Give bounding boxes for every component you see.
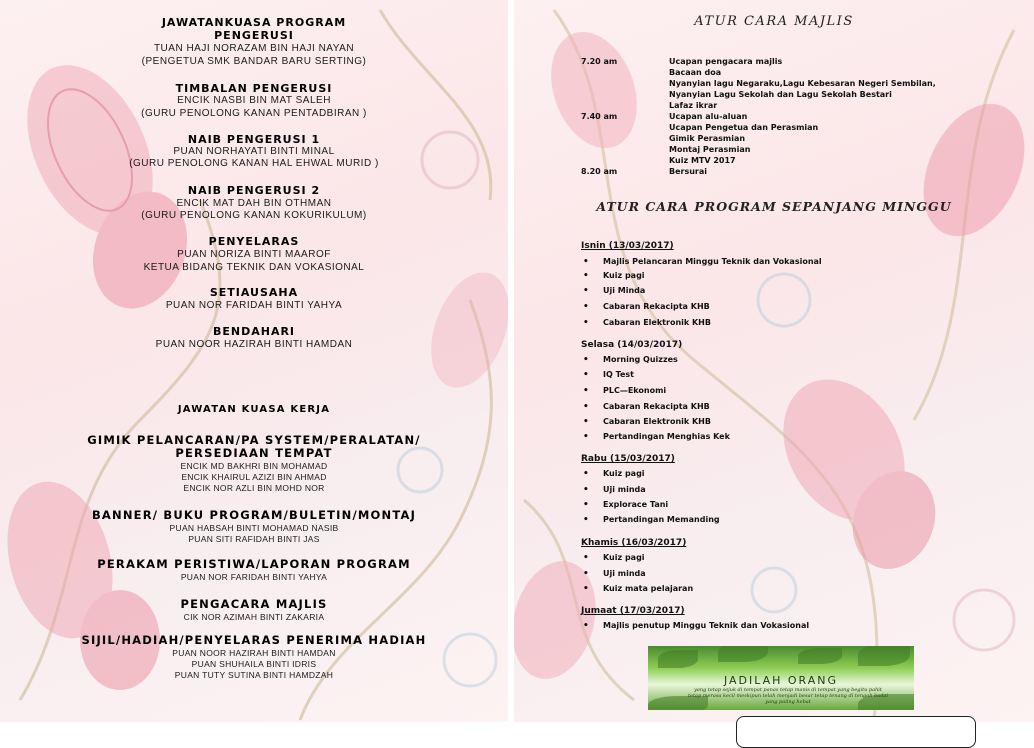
work-group-member: ENCIK NOR AZLI BIN MOHD NOR xyxy=(183,483,325,493)
schedule-row: Ucapan Pengetua dan Perasmian xyxy=(669,123,819,132)
work-group-member: PUAN NOOR HAZIRAH BINTI HAMDAN xyxy=(172,648,336,658)
work-group-member: PUAN TUTY SUTINA BINTI HAMDZAH xyxy=(174,670,334,680)
officer-name: PUAN NORIZA BINTI MAAROF xyxy=(177,249,331,260)
day-heading: Isnin (13/03/2017) xyxy=(581,241,674,251)
work-group-role: SIJIL/HADIAH/PENYELARAS PENERIMA HADIAH xyxy=(81,633,427,647)
officer-role: TIMBALAN PENGERUSI xyxy=(175,82,333,95)
officer-role: PENYELARAS xyxy=(208,235,300,248)
officer-role: SETIAUSAHA xyxy=(209,286,299,299)
leaf-decoration xyxy=(858,646,910,666)
leaf-decoration xyxy=(658,650,698,668)
officer-role: PENGERUSI xyxy=(214,29,294,42)
officer-role: NAIB PENGERUSI 1 xyxy=(187,133,321,146)
schedule-row: Nyanyian lagu Negaraku,Lagu Kebesaran Negeri Sembilan, xyxy=(669,79,936,88)
quote-banner xyxy=(648,646,914,710)
officer-role: NAIB PENGERUSI 2 xyxy=(187,184,321,197)
work-committee-title: JAWATAN KUASA KERJA xyxy=(177,404,331,415)
committee-title: JAWATANKUASA PROGRAM xyxy=(161,16,347,29)
officer-position: KETUA BIDANG TEKNIK DAN VOKASIONAL xyxy=(143,262,365,273)
work-group-member: PUAN SITI RAFIDAH BINTI JAS xyxy=(188,534,320,544)
officer-role: BENDAHARI xyxy=(212,325,296,338)
schedule-row: Lafaz ikrar xyxy=(669,101,718,110)
work-group-role: PERSEDIAAN TEMPAT xyxy=(175,446,333,460)
schedule-row: 7.20 am Ucapan pengacara majlis xyxy=(581,57,783,66)
banner-title: JADILAH ORANG xyxy=(723,674,839,687)
schedule-row: 7.40 am Ucapan alu-aluan xyxy=(581,112,748,121)
work-group-member: ENCIK MD BAKHRI BIN MOHAMAD xyxy=(180,461,328,471)
schedule-row: Bacaan doa xyxy=(669,68,722,77)
officer-name: PUAN NOOR HAZIRAH BINTI HAMDAN xyxy=(155,339,353,350)
schedule-row: Nyanyian Lagu Sekolah dan Lagu Sekolah Bestari xyxy=(669,90,892,99)
officer-name: ENCIK NASBI BIN MAT SALEH xyxy=(177,95,331,106)
week-title: ATUR CARA PROGRAM SEPANJANG MINGGU xyxy=(596,199,952,214)
work-group-role: GIMIK PELANCARAN/PA SYSTEM/PERALATAN/ xyxy=(87,433,421,447)
officer-name: PUAN NOR FARIDAH BINTI YAHYA xyxy=(165,300,343,311)
schedule-row: Gimik Perasmian xyxy=(669,134,746,143)
work-group-member: ENCIK KHAIRUL AZIZI BIN AHMAD xyxy=(181,472,327,482)
work-group-member: CIK NOR AZIMAH BINTI ZAKARIA xyxy=(183,612,325,622)
schedule-row: Kuiz MTV 2017 xyxy=(669,156,736,165)
work-group-member: PUAN SHUHAILA BINTI IDRIS xyxy=(191,659,317,669)
officer-position: (PENGETUA SMK BANDAR BARU SERTING) xyxy=(141,56,367,67)
schedule-row: Montaj Perasmian xyxy=(669,145,751,154)
day-heading: Rabu (15/03/2017) xyxy=(581,454,675,464)
officer-name: PUAN NORHAYATI BINTI MINAL xyxy=(173,146,335,157)
work-group-role: BANNER/ BUKU PROGRAM/BULETIN/MONTAJ xyxy=(91,508,417,522)
day-heading: Selasa (14/03/2017) xyxy=(581,340,683,350)
leaf-decoration xyxy=(798,648,842,664)
banner-subtitle: yang tetap sejuk di tempat panas tetap manis di tempat yang begitu pahit tetap merasa kecil meskipun telah menjadi besar tetap tenang di tengah badai yang paling hebat xyxy=(688,687,889,705)
day-heading: Khamis (16/03/2017) xyxy=(581,538,687,548)
work-group-role: PENGACARA MAJLIS xyxy=(180,597,328,611)
day-heading: Jumaat (17/03/2017) xyxy=(581,606,685,616)
officer-position: (GURU PENOLONG KANAN HAL EHWAL MURID ) xyxy=(129,158,379,169)
officer-position: (GURU PENOLONG KANAN KOKURIKULUM) xyxy=(141,210,367,221)
officer-position: (GURU PENOLONG KANAN PENTADBIRAN ) xyxy=(141,108,367,119)
officer-name: ENCIK MAT DAH BIN OTHMAN xyxy=(176,198,332,209)
work-group-member: PUAN NOR FARIDAH BINTI YAHYA xyxy=(180,572,328,582)
schedule-row: 8.20 am Bersurai xyxy=(581,167,708,176)
ceremony-title: ATUR CARA MAJLIS xyxy=(694,14,854,29)
ceremony-schedule xyxy=(581,56,1001,181)
blank-frame xyxy=(736,716,976,748)
work-group-role: PERAKAM PERISTIWA/LAPORAN PROGRAM xyxy=(97,557,411,571)
leaf-decoration xyxy=(718,646,768,662)
work-group-member: PUAN HABSAH BINTI MOHAMAD NASIB xyxy=(169,523,339,533)
officer-name: TUAN HAJI NORAZAM BIN HAJI NAYAN xyxy=(153,43,355,54)
